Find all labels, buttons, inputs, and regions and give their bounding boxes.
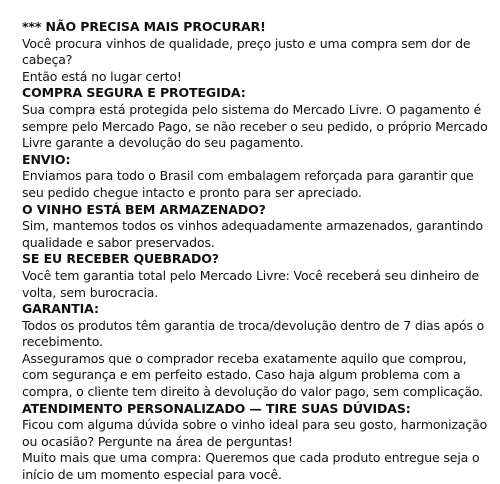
warranty-paragraph-2: Asseguramos que o comprador receba exatamente aquilo que comprou, com segurança e em perfeito estado. Caso haja algum problema com a compra, o cliente tem direito à devolução do valor pago, sem complicação. (22, 350, 483, 400)
shipping-heading: ENVIO: (22, 151, 71, 167)
warranty-paragraph: Todos os produtos têm garantia de troca/devolução dentro de 7 dias após o recebimento. (22, 317, 485, 350)
service-paragraph-2: Muito mais que uma compra: Queremos que cada produto entregue seja o início de um momento especial para você. (22, 450, 480, 483)
product-description (22, 19, 492, 484)
intro-paragraph: Você procura vinhos de qualidade, preço justo e uma compra sem dor de cabeça? (22, 35, 471, 68)
service-paragraph: Ficou com alguma dúvida sobre o vinho ideal para seu gosto, harmonização ou ocasião? Pergunte na área de perguntas! (22, 417, 488, 449)
service-heading: ATENDIMENTO PERSONALIZADO — TIRE SUAS DÚVIDAS: (22, 400, 411, 416)
storage-paragraph: Sim, mantemos todos os vinhos adequadamente armazenados, garantindo qualidade e sabor preservados. (22, 218, 483, 250)
intro-paragraph-2: Então está no lugar certo! (22, 68, 182, 84)
shipping-paragraph: Enviamos para todo o Brasil com embalagem reforçada para garantir que seu pedido chegue intacto e pronto para ser apreciado. (22, 168, 474, 200)
warranty-heading: GARANTIA: (22, 301, 99, 317)
broken-paragraph: Você tem garantia total pelo Mercado Livre: Você receberá seu dinheiro de volta, sem burocracia. (22, 267, 480, 300)
intro-heading: *** NÃO PRECISA MAIS PROCURAR! (22, 19, 266, 34)
secure-purchase-paragraph: Sua compra está protegida pelo sistema do Mercado Livre. O pagamento é sempre pelo Mercado Pago, se não receber o seu pedido, o próprio Mercado Livre garante a devolução do seu pagamento. (22, 101, 488, 151)
storage-heading: O VINHO ESTÁ BEM ARMAZENADO? (22, 201, 266, 217)
secure-purchase-heading: COMPRA SEGURA E PROTEGIDA: (22, 85, 246, 101)
broken-heading: SE EU RECEBER QUEBRADO? (22, 251, 219, 267)
